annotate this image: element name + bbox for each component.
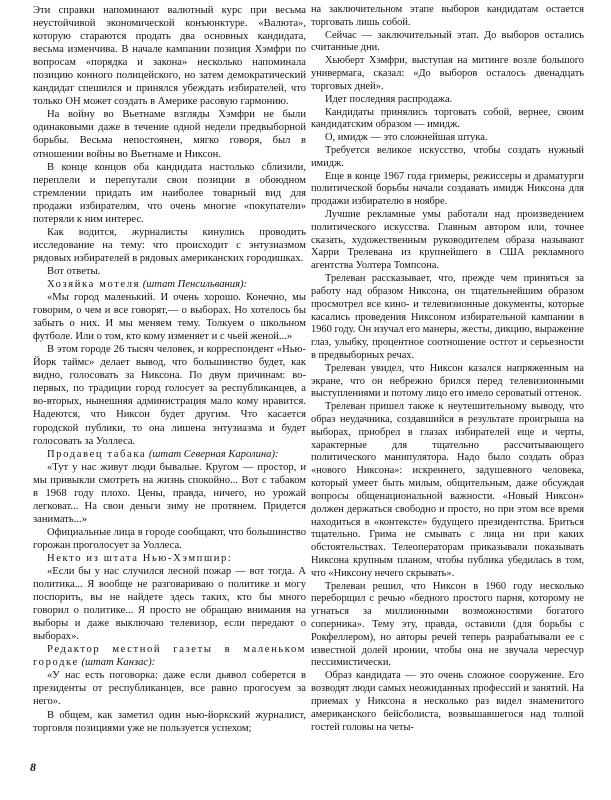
speaker-note: (штат Пенсильвания): [142, 278, 248, 290]
quote-paragraph: «Если бы у нас случился лесной пожар — вот тогда. А политика... Я вообще не разговариваю о политике и могу поспорить, вы не найдете здесь таких, кто бы много говорил о политике... Я просто не обращаю внимания на выборы и даже выключаю телевизор, если передают о выборах». [33, 566, 306, 643]
speaker-label: Редактор местной газеты в маленьком городке [33, 644, 306, 669]
speaker-heading [33, 278, 306, 291]
paragraph: Трелеван увидел, что Никсон казался напряженным на экране, что он небрежно брился перед телевизионными выступлениями и потому лицо его имело сероватый оттенок. [311, 362, 584, 400]
paragraph: Кандидаты принялись торговать собой, вернее, своим кандидатским образом — имидж. [311, 106, 584, 131]
paragraph: На войну во Вьетнаме взгляды Хэмфри не были одинаковыми даже в течение одной недели предвыборной борьбы. Весьма непостоянен, мягко говоря, был в отношении войны во Вьетнаме и Никсон. [33, 109, 306, 160]
speaker-label: Хозяйка мотеля [47, 278, 141, 290]
paragraph: Эти справки напоминают валютный курс при весьма неустойчивой экономической конъюнктуре. «Валюта», которую стараются продать два основных кандидата, весьма изменчива. В начале кампании позиция Хэмфри по вопросам «порядка и закона» несколько напоминала позицию конного полицейского, но затем демократический кандидат спешился и принялся убеждать избирателей, что только ОН может создать в Америке расовую гармонию. [33, 5, 306, 108]
quote-paragraph: «Тут у нас живут люди бывалые. Кругом — простор, и мы привыкли смотреть на жизнь спокойно... Вот с табаком в 1968 году плохо. Цены, правда, ничего, но урожай легковат... На свои деньги зиму не протянем. Придется занимать...» [33, 461, 306, 525]
speaker-note: (штат Северная Каролина): [148, 448, 279, 460]
paragraph: Хьюберт Хэмфри, выступая на митинге возле большого универмага, сказал: «До выборов осталось двенадцать торговых дней». [311, 55, 584, 92]
page-number: 8 [30, 760, 36, 774]
paragraph: Идет последняя распродажа. [325, 93, 453, 105]
speaker-heading [33, 448, 306, 461]
paragraph: Еще в конце 1967 года гримеры, режиссеры и драматурги политической борьбы начали создавать имидж Никсона для продажи избирателю в ноябре. [311, 170, 584, 208]
paragraph: Сейчас — заключительный этап. До выборов остались считанные дни. [311, 29, 584, 54]
paragraph: В этом городе 26 тысяч человек, и корреспондент «Нью-Йорк таймс» делает вывод, что большинство будет, как видно, голосовать за Никсона. По двум причинам: во-первых, по традиции город голосует за республиканцев, а во-вторых, нынешняя администрация мало кому нравится. Надеются, что Никсон будет другим. Что касается городской публики, то она лишена энтузиазма и будет голосовать за Уоллеса. [33, 344, 306, 447]
speaker-note: (штат Канзас): [81, 657, 156, 669]
speaker-label: Продавец табака [47, 448, 147, 460]
paragraph: Как водится, журналисты кинулись проводить исследование на тему: что происходит с энтузиазмом рядовых избирателей в рядовых американских городишках. [33, 226, 306, 264]
paragraph: Трелеван рассказывает, что, прежде чем приняться за работу над образом Никсона, он тщательнейшим образом просмотрел все кино- и телевизионные документы, которые касались проведения Никсоном избирательной кампании в 1960 году. Он изучал его манеры, жесты, дикцию, выражение глаз, улыбку, процентное соотношение остгот и серьезности в предвыборных речах. [311, 273, 584, 361]
speaker-heading [33, 552, 306, 565]
paragraph: Требуется великое искусство, чтобы создать нужный имидж. [311, 144, 584, 169]
speaker-heading [33, 643, 306, 669]
paragraph: Официальные лица в городе сообщают, что большинство горожан проголосует за Уоллеса. [33, 526, 306, 551]
left-column [33, 4, 306, 735]
paragraph: на заключительном этапе выборов кандидатам остается торговать лишь собой. [311, 4, 584, 28]
paragraph: Образ кандидата — это очень сложное сооружение. Его возводят люди самых неожиданных профессий и занятий. На приемах у Никсона я несколько раз видел знаменитого американского бейсболиста, возвышавшегося над толпой гостей головы на четы- [311, 670, 584, 733]
paragraph: Вот ответы. [47, 265, 101, 277]
paragraph: О, имидж — это сложнейшая штука. [325, 132, 488, 144]
paragraph: Трелеван решил, что Никсон в 1960 году несколько переборщил с речью «бедного простого парня, которому не угнаться за миллионными возможностями богатого соперника». Тему эту, правда, оставили (для борьбы с Рокфеллером), но авторы речей теперь разрабатывали ее с известной долей иронии, чтобы она не звучала чересчур пессимистически. [311, 580, 584, 669]
quote-paragraph: «Мы город маленький. И очень хорошо. Конечно, мы говорим, о чем и все говорят,— о выборах. Но хотелось бы забыть о них. И мы меняем тему. Толкуем о школьном футболе. Или о том, кто кому изменяет и с чьей женой...» [33, 292, 306, 343]
paragraph: Лучшие рекламные умы работали над произведением политического искусства. Главным автором или, точнее сказать, художественным руководителем образа называют Харри Трелевана из крупнейшего в США рекламного агентства Уолтера Томпсона. [311, 209, 584, 272]
speaker-label: Некто из штата Нью-Хэмпшир: [47, 552, 233, 564]
right-column [311, 4, 584, 734]
paragraph: В общем, как заметил один нью-йоркский журналист, торговля позициями уже не пользуется успехом; [33, 709, 306, 734]
paragraph: В конце концов оба кандидата настолько сблизили, переплели и перепутали свои позиции в обоюдном стремлении придать им наиболее товарный вид для продажи избирателям, что очень многие «покупатели» потеряли к ним интерес. [33, 161, 306, 225]
quote-paragraph: «У нас есть поговорка: даже если дьявол соберется в президенты от республиканцев, все равно прогосуем за него». [33, 670, 306, 708]
paragraph: Трелеван пришел также к неутешительному выводу, что образ неудачника, создавшийся в результате проигрыша на выборах, приобрел в глазах избирателей еще и черты, характерные для тщательно рассчитывающего политического манипулятора. Надо было создать образ «нового Никсона»: искреннего, задушевного человека, который умеет быть милым, общительным, даже обсуждая вопросы общенациональной важности. «Новый Никсон» должен держаться свободно и просто, но при этом все время находиться в «контексте» будущего президентства. Бриться тщательно. Грима не смывать с лица ни при каких обстоятельствах. Телеоператорам приказывали показывать Никсона крупным планом, чтобы публика убедилась в том, что «Никсону нечего скрывать». [311, 401, 584, 579]
